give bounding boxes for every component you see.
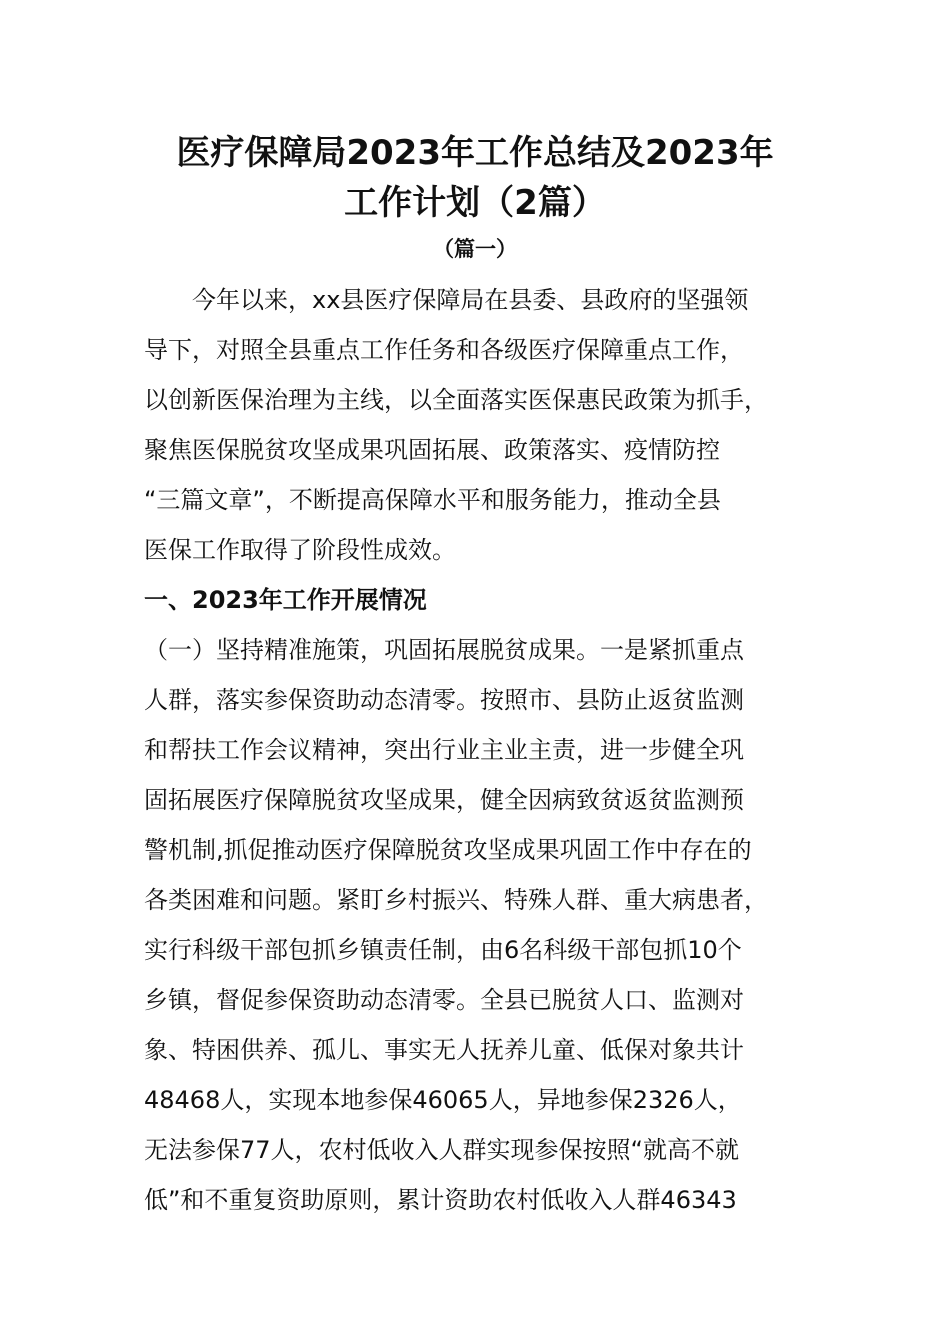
intro-line: 聚焦医保脱贫攻坚成果巩固拓展、政策落实、疫情防控: [144, 436, 720, 464]
body-line: 固拓展医疗保障脱贫攻坚成果，健全因病致贫返贫监测预: [144, 786, 744, 814]
body-line: （一）坚持精准施策，巩固拓展脱贫成果。一是紧抓重点: [144, 636, 744, 664]
body-line: 48468人，实现本地参保46065人，异地参保2326人，: [144, 1086, 742, 1114]
section-heading: 一、2023年工作开展情况: [144, 586, 427, 614]
document-subtitle: （篇一）: [433, 237, 517, 261]
body-line: 象、特困供养、孤儿、事实无人抚养儿童、低保对象共计: [144, 1036, 744, 1064]
intro-line: “三篇文章”，不断提高保障水平和服务能力，推动全县: [144, 486, 721, 514]
intro-line: 导下，对照全县重点工作任务和各级医疗保障重点工作，: [144, 336, 744, 364]
body-line: 乡镇，督促参保资助动态清零。全县已脱贫人口、监测对: [144, 986, 744, 1014]
document-title-line-2: 工作计划（2篇）: [344, 183, 606, 223]
body-line: 实行科级干部包抓乡镇责任制，由6名科级干部包抓10个: [144, 936, 742, 964]
document-title-line-1: 医疗保障局2023年工作总结及2023年: [176, 133, 774, 173]
intro-line: 医保工作取得了阶段性成效。: [144, 536, 456, 564]
intro-line: 今年以来，xx县医疗保障局在县委、县政府的坚强领: [144, 286, 749, 314]
body-line: 低”和不重复资助原则，累计资助农村低收入人群46343: [144, 1186, 737, 1214]
body-line: 警机制,抓促推动医疗保障脱贫攻坚成果巩固工作中存在的: [144, 836, 752, 864]
body-line: 各类困难和问题。紧盯乡村振兴、特殊人群、重大病患者，: [144, 886, 768, 914]
intro-line: 以创新医保治理为主线，以全面落实医保惠民政策为抓手，: [144, 386, 768, 414]
body-line: 无法参保77人，农村低收入人群实现参保按照“就高不就: [144, 1136, 739, 1164]
body-line: 和帮扶工作会议精神，突出行业主业主责，进一步健全巩: [144, 736, 744, 764]
body-line: 人群，落实参保资助动态清零。按照市、县防止返贫监测: [144, 686, 744, 714]
